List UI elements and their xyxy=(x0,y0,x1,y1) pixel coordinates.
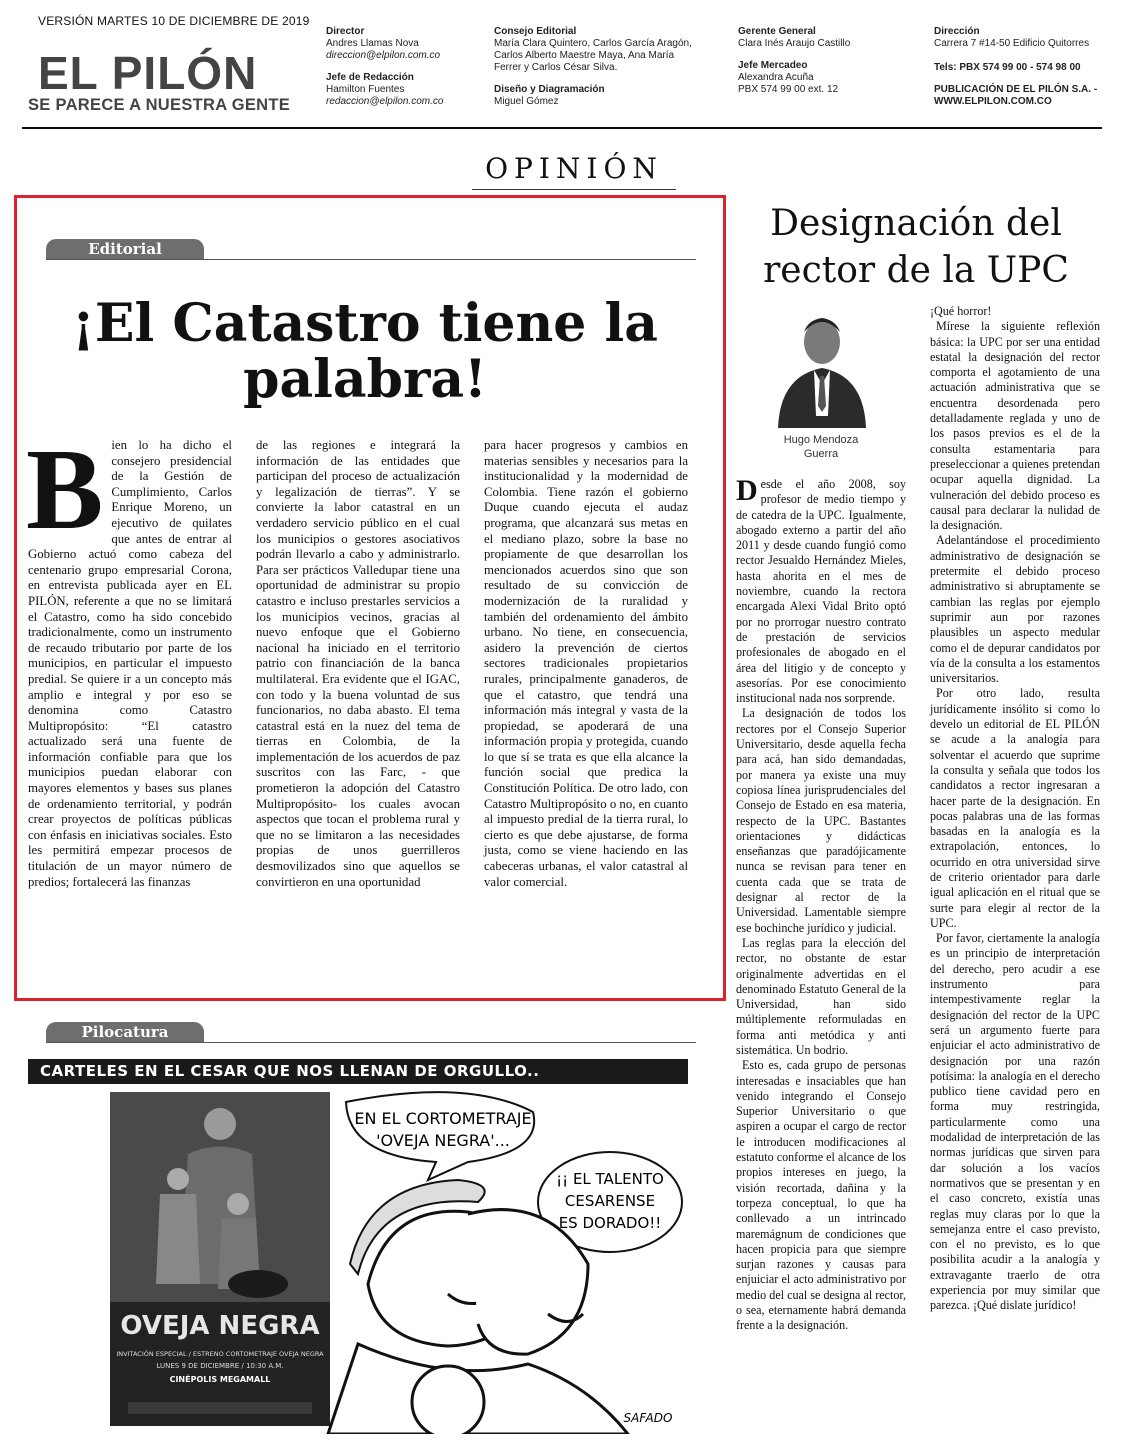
staff-name: Alexandra Acuña xyxy=(738,72,814,83)
pilocatura-tab: Pilocatura xyxy=(46,1022,204,1042)
bubble-2-line-3: ES DORADO!! xyxy=(558,1214,662,1232)
author-portrait xyxy=(776,306,868,428)
editorial-tab: Editorial xyxy=(46,239,204,259)
editorial-column-3 xyxy=(484,438,688,890)
staff-label: Gerente General xyxy=(738,26,816,37)
staff-label: Dirección xyxy=(934,26,980,37)
editorial-column-1 xyxy=(26,426,232,890)
masthead-rule xyxy=(22,127,1102,129)
staff-label: Consejo Editorial xyxy=(494,26,577,37)
editorial-dropcap: B xyxy=(26,426,104,554)
staff-phone: PBX 574 99 00 ext. 12 xyxy=(738,84,839,95)
column-paragraph: Mírese la siguiente reflexión básica: la UPC por ser una entidad estatal la designación del rector comporta el agotamiento de una actuación administrativa que se encuentra desordenada pero detalladamente reglada y uno de los pasos previos es el de la consulta estamentaria para preseleccionar a quienes pretendan ocupar aquella dignidad. La vulneración del debido proceso es causal para declarar la nulidad de la designación. xyxy=(930,319,1100,533)
newspaper-logo: EL PILÓN xyxy=(38,47,258,99)
staff-label: Jefe Mercadeo xyxy=(738,60,808,71)
staff-name: María Clara Quintero, Carlos García Aragón, xyxy=(494,38,692,49)
poster-girl-head xyxy=(167,1168,189,1190)
staff-address: Carrera 7 #14-50 Edificio Quitorres xyxy=(934,38,1090,49)
staff-director xyxy=(326,26,486,108)
bubble-2-line-2: CESARENSE xyxy=(564,1192,656,1210)
staff-consejo xyxy=(494,26,724,108)
website-link[interactable]: WWW.ELPILON.COM.CO xyxy=(934,96,1052,107)
staff-label: Director xyxy=(326,26,365,37)
bubble-2-line-1: ¡¡ EL TALENTO xyxy=(556,1170,664,1188)
poster-title: OVEJA NEGRA xyxy=(120,1311,320,1341)
poster-invite: INVITACIÓN ESPECIAL / ESTRENO CORTOMETRAJE OVEJA NEGRA xyxy=(116,1350,324,1358)
author-caption xyxy=(766,433,876,461)
column-paragraph: esde el año 2008, soy profesor de medio tiempo y de catedra de la UPC. Igualmente, abogado externo a partir del año 2011 y desde cuando fungió como rector Jesualdo Hernández Mieles, hasta ahorita en el mes de noviembre, cuando la rectora encargada Alexi Vidal Brito optó por no prorrogar nuestro contrato de prestación de servicios profesionales de abogado en el área del litigio y de concepto y asesorías. Por ese conocimiento institucional nada nos sorprende. xyxy=(736,477,906,706)
author-name: Guerra xyxy=(803,448,839,460)
poster-boy-head xyxy=(227,1193,249,1215)
staff-name: Clara Inés Araujo Castillo xyxy=(738,38,851,49)
column-left-text xyxy=(736,474,906,1334)
title-line: Designación del xyxy=(770,203,1062,244)
column-paragraph: Por otro lado, resulta jurídicamente insólito si como lo develo un editorial de EL PILÓN se acude a la analogía para solventar el acuerdo que suprime la consulta y señala que todos los candidatos a rector ingresaran a hacer parte de la designación. En pocas palabras una de las formas basadas en la analogía es la extrapolación, entonces, lo ocurrido en otra universidad sirve de criterio orientador para darle igual aplicación en el ritual que se surte para elegir al rector de la UPC. xyxy=(930,686,1100,930)
staff-name: Ferrer y Carlos César Silva. xyxy=(494,62,618,73)
section-title: OPINIÓN xyxy=(485,152,663,185)
staff-name: Miguel Gómez xyxy=(494,96,559,107)
author-name: Hugo Mendoza xyxy=(783,434,859,446)
cartoon-child-head xyxy=(412,1366,484,1434)
staff-name: Andres Llamas Nova xyxy=(326,38,419,49)
editorial-headline xyxy=(40,293,690,410)
column-paragraph: Adelantándose el procedimiento administrativo de designación se pretermite el debido proceso administrativo si abruptamente se cambian las reglas por ejemplo suprimir aun por razones plausibles un aspecto medular como el de depurar candidatos por vía de la consulta a los estamentos universitarios. xyxy=(930,533,1100,686)
column-paragraph: La designación de todos los rectores por el Consejo Superior Universitario, desde aquella fecha para acá, han sido demandadas, por manera ya existe una muy copiosa línea jurisprudenciales del Consejo de Estado en esa materia, respecto de la UPC. Bastantes orientaciones y didácticas enseñanzas que paradójicamente nunca se revisan para tener en cuenta cada que se trata de designar al rector de la Universidad. Lamentable siempre ese bochinche jurídico y judicial. xyxy=(736,706,906,935)
bubble-1-line-1: EN EL CORTOMETRAJE xyxy=(354,1109,532,1128)
column-paragraph: Esto es, cada grupo de personas interesadas e insaciables que han venido integrando el Consejo Superior Universitario o que aspiren a ocupar el cargo de rector le introducen modificaciones al estatuto conforme el alcance de los propios intereses en juego, la visión recortada, dañina y la torpeza conceptual, lo que ha conllevado a un intrincado maremágnum de condiciones que hacen propicia para que siempre surjan razones y causas para enjuiciar el acto administrativo por medio del cual se designa al rector, o sea, eternamente habrá demanda frente a la designación. xyxy=(736,1058,906,1333)
poster-girl-body xyxy=(156,1194,200,1284)
staff-gerencia xyxy=(738,26,918,96)
column-dropcap: D xyxy=(736,474,758,507)
edition-date: VERSIÓN MARTES 10 DE DICIEMBRE DE 2019 xyxy=(38,14,310,28)
cartoon-illustration xyxy=(28,1084,688,1434)
poster-sponsor-logos xyxy=(128,1402,312,1414)
poster-sheep xyxy=(228,1270,288,1298)
staff-label: Jefe de Redacción xyxy=(326,72,414,83)
editorial-column-2 xyxy=(256,438,460,890)
editorial-text: para hacer progresos y cambios en materias sensibles y necesarios para la institucionalidad y la modernidad de Colombia. Tiene razón el gobierno Duque cuando ejecuta el audaz programa, que alcanzará sus metas en el mediano plazo, sobre la base no propiamente de que desarrollan los mencionados acuerdos sino que son resultado de su convicción de modernización de la ruralidad y también del ordenamiento del ámbito urbano. No tiene, en consecuencia, asidero la prevención de ciertos sectores tradicionales propietarios rurales, principalmente ganaderos, de que el catastro, que tendrá una información más integral y vasta de la propiedad, se apoderará de una información propia y protegida, cuando lo que sí se trata es que ella alcance la función social que predica la Constitución Política. De otro lado, con Catastro Multipropósito o no, en cuanto al impuesto predial de la tierra rural, lo cierto es que debe ajustarse, de forma justa, como se viene haciendo en las cabeceras urbanas, el valor catastral al valor comercial. xyxy=(484,438,689,889)
column-right-text xyxy=(930,304,1100,1314)
editorial-text: ien lo ha dicho el consejero presidencial de la Gestión de Cumplimiento, Carlos Enrique Moreno, un ejecutivo de quilates que antes de entrar al Gobierno actuó como cabeza del centenario grupo empresarial Corona, en entrevista publicada ayer en EL PILÓN, referente a que no se limitará el Catastro, como ha sido concebido tradicionalmente, como un instrumento de recaudo tributario por parte de los municipios, en particular el impuesto predial. Se quiere ir a un concepto más amplio e integral y por eso se denomina como Catastro Multipropósito: “El catastro actualizado será una fuente de información confiable para que los municipios puedan elaborar con mayores elementos y bases sus planes de ordenamiento territorial, y podrán crear proyectos de políticas públicas con énfasis en iniciativas sociales. Esto les permitirá empezar procesos de titulación de un mayor número de predios; fortalecerá las finanzas xyxy=(28,438,232,889)
staff-email: direccion@elpilon.com.co xyxy=(326,50,441,61)
staff-label: Diseño y Diagramación xyxy=(494,84,605,95)
staff-email: redaccion@elpilon.com.co xyxy=(326,96,444,107)
newspaper-slogan: SE PARECE A NUESTRA GENTE xyxy=(28,96,291,114)
cartoonist-signature: SAFADO xyxy=(623,1411,673,1425)
staff-direccion xyxy=(934,26,1114,108)
poster-figure-head xyxy=(204,1108,236,1140)
author-photo xyxy=(776,306,868,428)
headline-line: palabra! xyxy=(243,349,487,410)
staff-publisher: PUBLICACIÓN DE EL PILÓN S.A. - xyxy=(934,84,1098,95)
staff-name: Hamilton Fuentes xyxy=(326,84,405,95)
column-paragraph: Por favor, ciertamente la analogía es un principio de interpretación del derecho, pero acudir a ese instrumento para intempestivamente reglar la designación del rector de la UPC será un argumento fuerte para enjuiciar el acto administrativo de designación por una razón potísima: la analogía en el derecho publico tiene cavidad pero en forma muy restringida, particularmente como una modalidad de interpretación de las normas jurídicas que sirven para dar solución a los vacíos normativos que se presentan y en el caso concreto, existía unas reglas muy claras por lo que la semejanza entre el caso previsto, con el no previsto, es lo que posibilita acudir a la analogía y extravagante traerlo de otra experiencia por muy similar que parezca. ¡Qué dislate jurídico! xyxy=(930,931,1100,1313)
title-line: rector de la UPC xyxy=(763,250,1069,291)
staff-name: Carlos Alberto Maestre Maya, Ana María xyxy=(494,50,675,61)
column-paragraph: Las reglas para la elección del rector, no obstante de estar originalmente advertidas en el denominado Estatuto General de la Universidad, han sido múltiplemente reformuladas en forma anti metódica y anti sistemática. Un bodrio. xyxy=(736,935,906,1057)
bubble-1-line-2: 'OVEJA NEGRA'... xyxy=(376,1131,510,1150)
editorial-text: de las regiones e integrará la información de las entidades que participan del proceso de actualización y legalización de tierras”. Y se convierte la labor catastral en un verdadero servicio público en el cual los municipios o gestores asociativos podrán llevarlo a cabo y administrarlo. Para ser prácticos Valledupar tiene una oportunidad de administrar su propio catastro e incluso prestarles servicios a los municipios vecinos, gracias al nuevo enfoque que el Gobierno nacional ha iniciado en el territorio patrio con financiación de la banca multilateral. Era evidente que el IGAC, con todo y la buena voluntad de sus funcionarios, no daba abasto. El tema catastral está en la nuez del tema de tierras en Colombia, de la implementación de los acuerdos de paz suscritos con las Farc, - que prometieron la adopción del Catastro Multipropósito- los cuales avocan aspectos que tocan el problema rural y que no se limitaron a las necesidades propias de unos guerrilleros desmovilizados sino que aquellos se convirtieron en una oportunidad xyxy=(256,438,460,889)
poster-date: LUNES 9 DE DICIEMBRE / 10:30 A.M. xyxy=(156,1362,284,1370)
poster-venue: CINÉPOLIS MEGAMALL xyxy=(169,1375,271,1384)
staff-phones: Tels: PBX 574 99 00 - 574 98 00 xyxy=(934,62,1081,73)
column-paragraph: ¡Qué horror! xyxy=(930,304,992,318)
column-title xyxy=(742,200,1090,294)
section-rule xyxy=(472,189,676,190)
pilocatura-tab-rule xyxy=(46,1042,696,1043)
headline-line: ¡El Catastro tiene la xyxy=(72,293,658,354)
comic-banner: CARTELES EN EL CESAR QUE NOS LLENAN DE ORGULLO.. xyxy=(28,1059,688,1084)
editorial-tab-rule xyxy=(46,259,696,260)
editorial-cartoon xyxy=(28,1084,688,1434)
